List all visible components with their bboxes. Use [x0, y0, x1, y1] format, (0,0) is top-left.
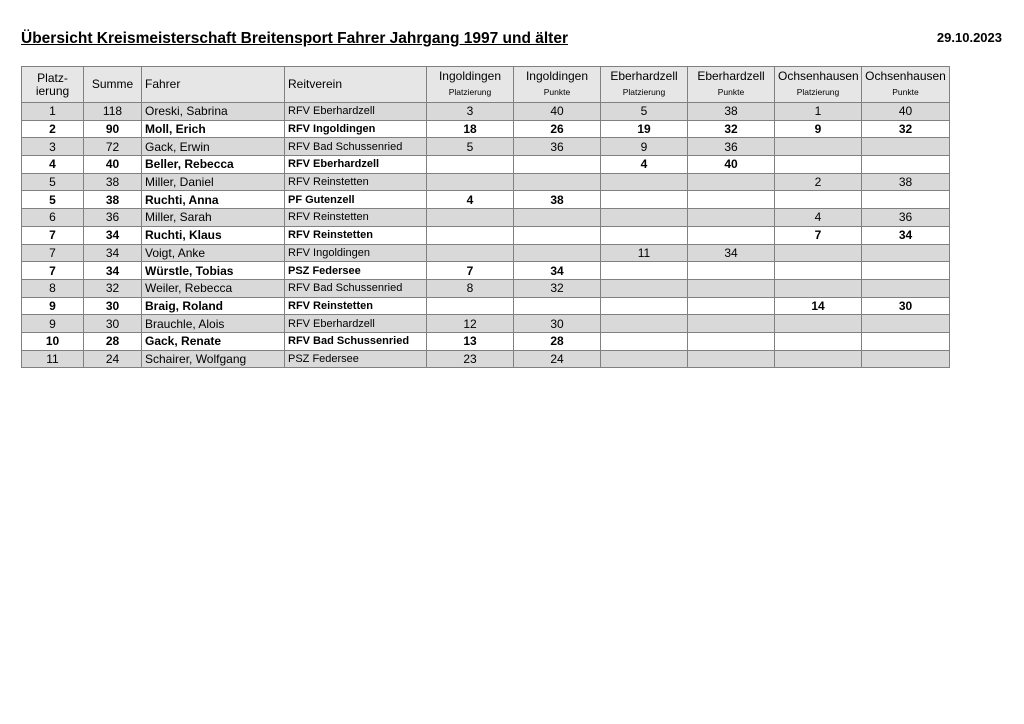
table-row — [22, 103, 950, 121]
cell-ochsenhausen-platzierung — [775, 315, 862, 333]
cell-ochsenhausen-punkte — [862, 138, 950, 156]
cell-ochsenhausen-punkte: 32 — [862, 120, 950, 138]
cell-summe: 30 — [84, 315, 142, 333]
cell-eberhardzell-platzierung: 19 — [601, 120, 688, 138]
col-sublabel: Punkte — [892, 87, 919, 97]
col-label: Ingoldingen — [525, 69, 589, 83]
cell-ochsenhausen-punkte — [862, 191, 950, 209]
results-table — [21, 66, 950, 368]
cell-platzierung: 1 — [22, 103, 84, 121]
cell-eberhardzell-punkte — [688, 226, 775, 244]
date-label: 29.10.2023 — [936, 30, 1002, 45]
cell-summe: 118 — [84, 103, 142, 121]
cell-fahrer: Oreski, Sabrina — [142, 103, 285, 121]
col-platzierung-line2: ierung — [35, 83, 70, 98]
col-eberhardzell-punkte — [688, 67, 775, 103]
cell-reitverein: RFV Ingoldingen — [285, 120, 427, 138]
cell-ingoldingen-punkte: 30 — [514, 315, 601, 333]
col-label: Ingoldingen — [438, 69, 502, 83]
cell-ingoldingen-punkte — [514, 209, 601, 227]
cell-platzierung: 8 — [22, 279, 84, 297]
cell-fahrer: Braig, Roland — [142, 297, 285, 315]
cell-ochsenhausen-punkte — [862, 332, 950, 350]
cell-summe: 28 — [84, 332, 142, 350]
cell-ochsenhausen-platzierung: 4 — [775, 209, 862, 227]
cell-ochsenhausen-punkte — [862, 315, 950, 333]
cell-fahrer: Gack, Erwin — [142, 138, 285, 156]
cell-ingoldingen-punkte: 28 — [514, 332, 601, 350]
table-row — [22, 350, 950, 368]
cell-fahrer: Gack, Renate — [142, 332, 285, 350]
cell-platzierung: 9 — [22, 315, 84, 333]
cell-reitverein: RFV Eberhardzell — [285, 315, 427, 333]
table-row — [22, 332, 950, 350]
col-sublabel: Platzierung — [796, 87, 840, 97]
col-label: Eberhardzell — [697, 69, 765, 83]
cell-platzierung: 10 — [22, 332, 84, 350]
cell-eberhardzell-punkte — [688, 262, 775, 280]
cell-ingoldingen-platzierung: 12 — [427, 315, 514, 333]
cell-ochsenhausen-platzierung — [775, 191, 862, 209]
cell-ochsenhausen-platzierung — [775, 262, 862, 280]
cell-ingoldingen-platzierung: 4 — [427, 191, 514, 209]
cell-ingoldingen-platzierung: 23 — [427, 350, 514, 368]
cell-fahrer: Voigt, Anke — [142, 244, 285, 262]
cell-ingoldingen-punkte: 38 — [514, 191, 601, 209]
col-sublabel: Punkte — [543, 87, 571, 97]
cell-ochsenhausen-punkte — [862, 156, 950, 174]
page-title: Übersicht Kreismeisterschaft Breitensport Fahrer Jahrgang 1997 und älter — [21, 30, 568, 47]
col-reitverein: Reitverein — [285, 67, 427, 103]
cell-eberhardzell-punkte: 40 — [688, 156, 775, 174]
cell-ochsenhausen-punkte: 36 — [862, 209, 950, 227]
cell-ingoldingen-punkte: 32 — [514, 279, 601, 297]
cell-reitverein: RFV Eberhardzell — [285, 156, 427, 174]
cell-ochsenhausen-platzierung — [775, 279, 862, 297]
cell-ingoldingen-platzierung: 18 — [427, 120, 514, 138]
cell-ingoldingen-punkte: 34 — [514, 262, 601, 280]
cell-reitverein: PSZ Federsee — [285, 350, 427, 368]
cell-ochsenhausen-punkte — [862, 244, 950, 262]
cell-ingoldingen-platzierung: 13 — [427, 332, 514, 350]
cell-ingoldingen-punkte: 40 — [514, 103, 601, 121]
cell-eberhardzell-punkte — [688, 350, 775, 368]
cell-ochsenhausen-platzierung: 1 — [775, 103, 862, 121]
cell-ingoldingen-platzierung: 7 — [427, 262, 514, 280]
header-row — [22, 67, 950, 103]
cell-eberhardzell-punkte: 34 — [688, 244, 775, 262]
cell-ochsenhausen-punkte — [862, 350, 950, 368]
cell-fahrer: Beller, Rebecca — [142, 156, 285, 174]
cell-reitverein: RFV Bad Schussenried — [285, 332, 427, 350]
cell-fahrer: Ruchti, Klaus — [142, 226, 285, 244]
cell-ingoldingen-punkte: 26 — [514, 120, 601, 138]
cell-ochsenhausen-punkte — [862, 262, 950, 280]
cell-eberhardzell-punkte — [688, 279, 775, 297]
cell-summe: 40 — [84, 156, 142, 174]
cell-ingoldingen-punkte — [514, 297, 601, 315]
cell-eberhardzell-platzierung — [601, 315, 688, 333]
cell-ochsenhausen-platzierung — [775, 350, 862, 368]
cell-ochsenhausen-platzierung — [775, 332, 862, 350]
cell-fahrer: Weiler, Rebecca — [142, 279, 285, 297]
col-ochsenhausen-platzierung — [775, 67, 862, 103]
cell-ochsenhausen-platzierung: 2 — [775, 173, 862, 191]
cell-eberhardzell-platzierung — [601, 173, 688, 191]
cell-ochsenhausen-platzierung — [775, 138, 862, 156]
cell-reitverein: RFV Reinstetten — [285, 173, 427, 191]
col-sublabel: Punkte — [717, 87, 745, 97]
col-ingoldingen-punkte — [514, 67, 601, 103]
cell-ingoldingen-platzierung — [427, 244, 514, 262]
cell-ochsenhausen-punkte — [862, 279, 950, 297]
cell-ingoldingen-platzierung — [427, 226, 514, 244]
cell-ingoldingen-punkte — [514, 226, 601, 244]
cell-eberhardzell-platzierung: 4 — [601, 156, 688, 174]
cell-ingoldingen-platzierung: 5 — [427, 138, 514, 156]
cell-reitverein: RFV Eberhardzell — [285, 103, 427, 121]
cell-ingoldingen-punkte: 36 — [514, 138, 601, 156]
cell-fahrer: Brauchle, Alois — [142, 315, 285, 333]
cell-platzierung: 5 — [22, 173, 84, 191]
cell-ochsenhausen-punkte: 34 — [862, 226, 950, 244]
cell-ochsenhausen-platzierung: 9 — [775, 120, 862, 138]
table-row — [22, 209, 950, 227]
cell-eberhardzell-platzierung — [601, 297, 688, 315]
cell-platzierung: 9 — [22, 297, 84, 315]
cell-reitverein: RFV Reinstetten — [285, 226, 427, 244]
cell-reitverein: RFV Reinstetten — [285, 297, 427, 315]
cell-ingoldingen-punkte: 24 — [514, 350, 601, 368]
col-label: Ochsenhausen — [865, 69, 946, 83]
table-row — [22, 191, 950, 209]
table-row — [22, 279, 950, 297]
table-row — [22, 244, 950, 262]
cell-eberhardzell-punkte — [688, 191, 775, 209]
cell-platzierung: 2 — [22, 120, 84, 138]
cell-ochsenhausen-punkte: 40 — [862, 103, 950, 121]
cell-eberhardzell-punkte — [688, 332, 775, 350]
cell-platzierung: 3 — [22, 138, 84, 156]
cell-fahrer: Schairer, Wolfgang — [142, 350, 285, 368]
cell-summe: 30 — [84, 297, 142, 315]
cell-eberhardzell-platzierung — [601, 191, 688, 209]
cell-ingoldingen-platzierung: 8 — [427, 279, 514, 297]
cell-platzierung: 11 — [22, 350, 84, 368]
cell-eberhardzell-punkte — [688, 315, 775, 333]
cell-eberhardzell-platzierung: 5 — [601, 103, 688, 121]
table-row — [22, 138, 950, 156]
cell-summe: 90 — [84, 120, 142, 138]
cell-eberhardzell-platzierung: 9 — [601, 138, 688, 156]
col-sublabel: Platzierung — [622, 87, 666, 97]
cell-eberhardzell-platzierung — [601, 279, 688, 297]
cell-ochsenhausen-platzierung: 7 — [775, 226, 862, 244]
cell-summe: 34 — [84, 244, 142, 262]
cell-eberhardzell-punkte: 38 — [688, 103, 775, 121]
cell-reitverein: PSZ Federsee — [285, 262, 427, 280]
cell-eberhardzell-punkte — [688, 173, 775, 191]
col-platzierung — [22, 67, 84, 103]
cell-fahrer: Ruchti, Anna — [142, 191, 285, 209]
cell-eberhardzell-punkte — [688, 297, 775, 315]
cell-eberhardzell-platzierung — [601, 226, 688, 244]
cell-eberhardzell-punkte — [688, 209, 775, 227]
cell-platzierung: 4 — [22, 156, 84, 174]
table-row — [22, 262, 950, 280]
col-eberhardzell-platzierung — [601, 67, 688, 103]
cell-ingoldingen-platzierung — [427, 209, 514, 227]
cell-eberhardzell-punkte: 36 — [688, 138, 775, 156]
cell-summe: 38 — [84, 173, 142, 191]
table-row — [22, 173, 950, 191]
results-body — [22, 103, 950, 368]
table-row — [22, 156, 950, 174]
cell-summe: 34 — [84, 226, 142, 244]
cell-summe: 24 — [84, 350, 142, 368]
table-row — [22, 226, 950, 244]
cell-summe: 32 — [84, 279, 142, 297]
cell-ingoldingen-punkte — [514, 173, 601, 191]
cell-ingoldingen-punkte — [514, 244, 601, 262]
cell-eberhardzell-platzierung — [601, 332, 688, 350]
cell-eberhardzell-platzierung — [601, 262, 688, 280]
cell-ochsenhausen-platzierung — [775, 156, 862, 174]
cell-summe: 34 — [84, 262, 142, 280]
cell-reitverein: PF Gutenzell — [285, 191, 427, 209]
cell-platzierung: 7 — [22, 226, 84, 244]
cell-fahrer: Moll, Erich — [142, 120, 285, 138]
cell-reitverein: RFV Ingoldingen — [285, 244, 427, 262]
cell-reitverein: RFV Reinstetten — [285, 209, 427, 227]
cell-ochsenhausen-punkte: 30 — [862, 297, 950, 315]
col-fahrer: Fahrer — [142, 67, 285, 103]
cell-platzierung: 6 — [22, 209, 84, 227]
cell-summe: 38 — [84, 191, 142, 209]
table-row — [22, 297, 950, 315]
table-row — [22, 315, 950, 333]
col-summe: Summe — [84, 67, 142, 103]
cell-ingoldingen-punkte — [514, 156, 601, 174]
cell-ingoldingen-platzierung — [427, 297, 514, 315]
cell-platzierung: 5 — [22, 191, 84, 209]
cell-summe: 36 — [84, 209, 142, 227]
cell-eberhardzell-platzierung — [601, 209, 688, 227]
cell-eberhardzell-platzierung — [601, 350, 688, 368]
cell-reitverein: RFV Bad Schussenried — [285, 138, 427, 156]
col-ochsenhausen-punkte — [862, 67, 950, 103]
cell-ingoldingen-platzierung — [427, 173, 514, 191]
cell-fahrer: Würstle, Tobias — [142, 262, 285, 280]
cell-ingoldingen-platzierung: 3 — [427, 103, 514, 121]
cell-ingoldingen-platzierung — [427, 156, 514, 174]
col-sublabel: Platzierung — [448, 87, 492, 97]
cell-platzierung: 7 — [22, 244, 84, 262]
cell-eberhardzell-punkte: 32 — [688, 120, 775, 138]
cell-fahrer: Miller, Daniel — [142, 173, 285, 191]
col-ingoldingen-platzierung — [427, 67, 514, 103]
cell-ochsenhausen-platzierung — [775, 244, 862, 262]
cell-reitverein: RFV Bad Schussenried — [285, 279, 427, 297]
col-platzierung-line1: Platz- — [37, 70, 68, 85]
col-label: Ochsenhausen — [778, 69, 859, 83]
col-label: Eberhardzell — [610, 69, 678, 83]
cell-ochsenhausen-punkte: 38 — [862, 173, 950, 191]
cell-summe: 72 — [84, 138, 142, 156]
cell-fahrer: Miller, Sarah — [142, 209, 285, 227]
table-row — [22, 120, 950, 138]
cell-ochsenhausen-platzierung: 14 — [775, 297, 862, 315]
cell-eberhardzell-platzierung: 11 — [601, 244, 688, 262]
cell-platzierung: 7 — [22, 262, 84, 280]
